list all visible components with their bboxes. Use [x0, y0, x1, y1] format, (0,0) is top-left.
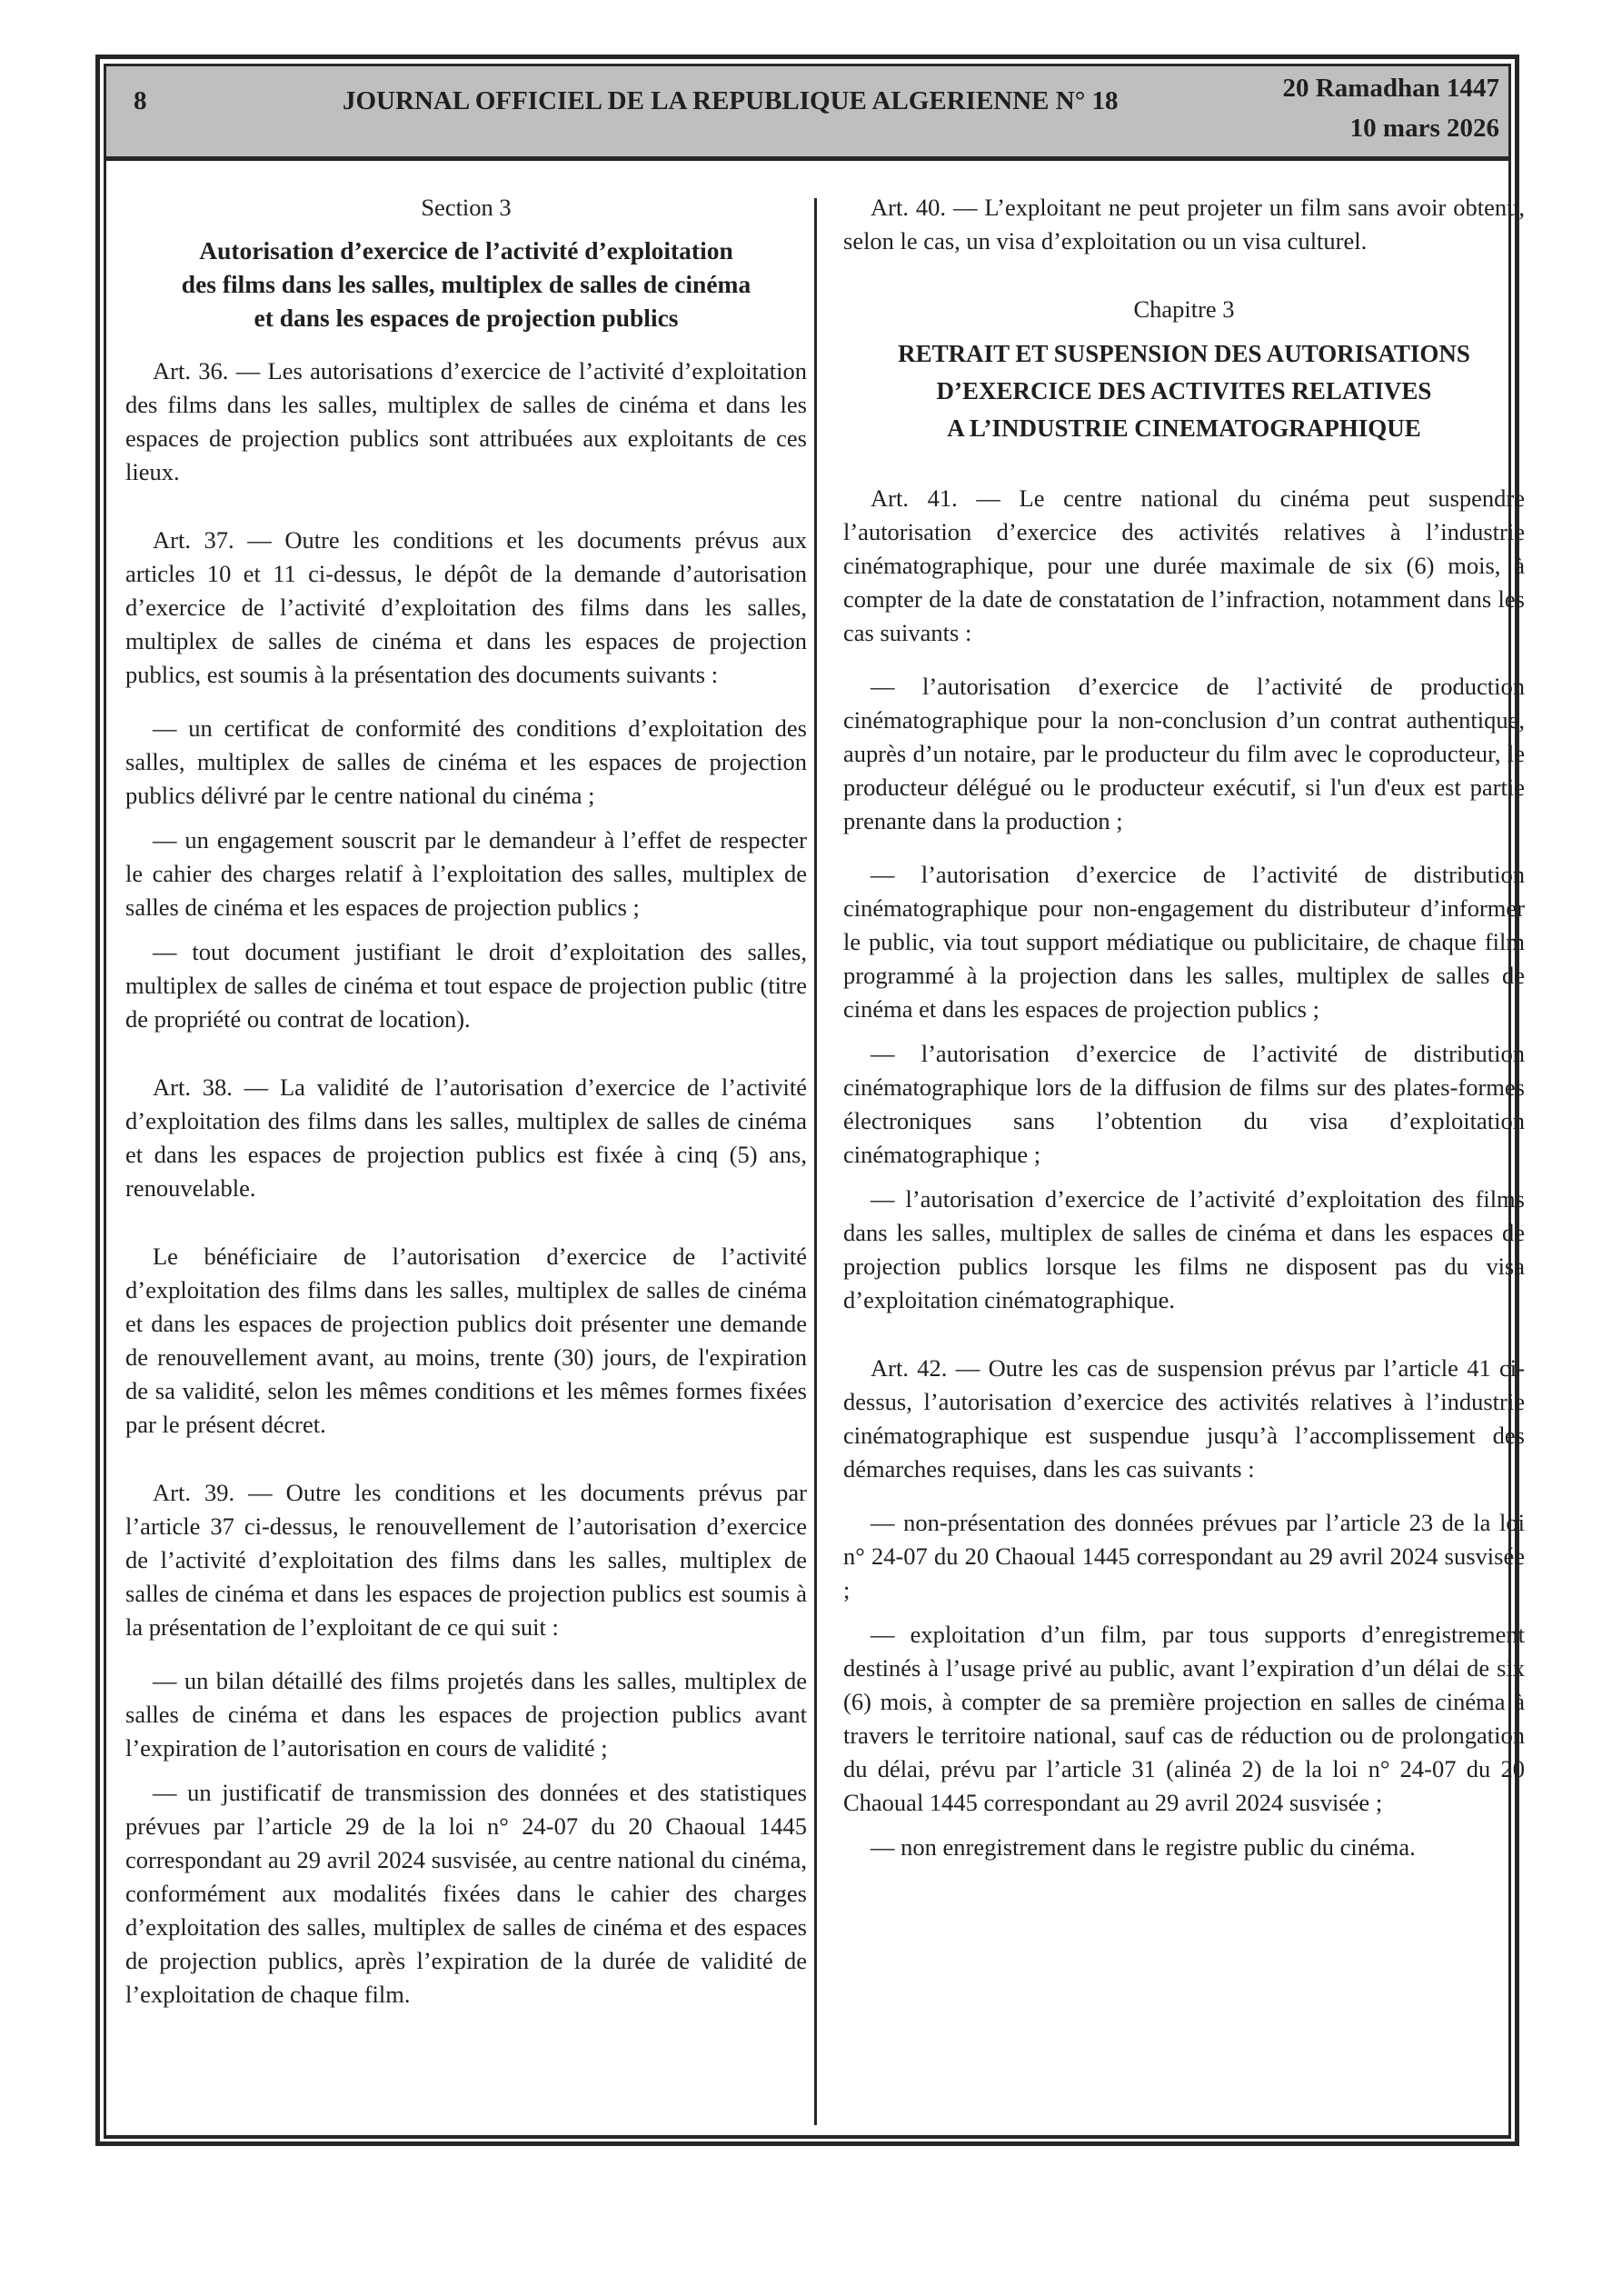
article-39-item: — un bilan détaillé des films projetés dans les salles, multiplex de salles de cinéma et dans les espaces de projection publics avant l’expiration de l’autorisation en cours de validité ; — [125, 1667, 807, 1762]
section-title — [125, 234, 807, 334]
article-41-item: — l’autorisation d’exercice de l’activité de distribution cinématographique pour non-engagement du distributeur d’informer le public, via tout support médiatique ou publicitaire, de chaque film programmé à la projection dans les salles, multiplex de salles de cinéma et dans les espaces de projection publics ; — [843, 861, 1525, 1023]
article-42: Art. 42. — Outre les cas de suspension prévus par l’article 41 ci-dessus, l’autorisation d’exercice des activités relatives à l’industrie cinématographique est suspendue jusqu’à l’accomplissement des démarches requises, dans les cas suivants : — [843, 1354, 1525, 1482]
article-41-item: — l’autorisation d’exercice de l’activité d’exploitation des films dans les salles, multiplex de salles de cinéma et dans les espaces de projection publics lorsque les films ne disposent pas du visa d’exploitation cinématographique. — [843, 1185, 1525, 1313]
article-39-item: — un justificatif de transmission des données et des statistiques prévues par l’article 29 de la loi n° 24-07 du 20 Chaoual 1445 correspondant au 29 avril 2024 susvisée, au centre national du cinéma, conformément aux modalités fixées dans le cahier des charges d’exploitation des salles, multiplex de salles de cinéma et des espaces de projection publics, après l’expiration de la durée de validité de l’exploitation de chaque film. — [125, 1779, 807, 2008]
article-37-item: — tout document justifiant le droit d’exploitation des salles, multiplex de salles de cinéma et tout espace de projection public (titre de propriété ou contrat de location). — [125, 938, 807, 1033]
article-41-item: — l’autorisation d’exercice de l’activité de production cinématographique pour la non-conclusion d’un contrat authentique, auprès d’un notaire, par le producteur du film avec le coproducteur, le producteur délégué ou le producteur exécutif, si l'un d'eux est partie prenante dans la production ; — [843, 673, 1525, 834]
date-hijri: 20 Ramadhan 1447 — [1282, 74, 1499, 103]
article-41: Art. 41. — Le centre national du cinéma peut suspendre l’autorisation d’exercice des activités relatives à l’industrie cinématographique, pour une durée maximale de six (6) mois, à compter de la date de constatation de l’infraction, notamment dans les cas suivants : — [843, 484, 1525, 646]
article-41-item: — l’autorisation d’exercice de l’activité de distribution cinématographique lors de la diffusion de films sur des plates-formes électroniques sans l’obtention du visa d’exploitation cinématographique ; — [843, 1040, 1525, 1168]
column-divider — [814, 198, 817, 2125]
page-number: 8 — [134, 86, 147, 115]
chapter-title-line: A L’INDUSTRIE CINEMATOGRAPHIQUE — [947, 414, 1421, 442]
section-title-line: des films dans les salles, multiplex de salles de cinéma — [181, 270, 751, 298]
section-label: Section 3 — [421, 194, 512, 221]
article-36: Art. 36. — Les autorisations d’exercice de l’activité d’exploitation des films dans les salles, multiplex de salles de cinéma et dans les espaces de projection publics sont attribuées aux exploitants de ces lieux. — [125, 357, 807, 485]
article-42-item: — non enregistrement dans le registre public du cinéma. — [871, 1833, 1416, 1861]
chapter-title — [843, 335, 1525, 447]
chapter-title-line: D’EXERCICE DES ACTIVITES RELATIVES — [936, 377, 1432, 404]
right-column — [843, 191, 1525, 1864]
chapter-title-line: RETRAIT ET SUSPENSION DES AUTORISATIONS — [898, 340, 1470, 367]
article-42-item: — non-présentation des données prévues par l’article 23 de la loi n° 24-07 du 20 Chaoual 1445 correspondant au 29 avril 2024 susvisée ; — [843, 1509, 1525, 1603]
issue-date — [1283, 68, 1500, 148]
left-column — [125, 191, 807, 2011]
article-40: Art. 40. — L’exploitant ne peut projeter un film sans avoir obtenu, selon le cas, un visa d’exploitation ou un visa culturel. — [843, 194, 1525, 255]
article-38: Art. 38. — La validité de l’autorisation d’exercice de l’activité d’exploitation des films dans les salles, multiplex de salles de cinéma et dans les espaces de projection publics est fixée à cinq (5) ans, renouvelable. — [125, 1073, 807, 1202]
section-title-line: Autorisation d’exercice de l’activité d’exploitation — [199, 236, 733, 265]
journal-title: JOURNAL OFFICIEL DE LA REPUBLIQUE ALGERIENNE N° 18 — [343, 86, 1119, 115]
article-37-item: — un certificat de conformité des conditions d’exploitation des salles, multiplex de salles de cinéma et les espaces de projection publics délivré par le centre national du cinéma ; — [125, 714, 807, 809]
article-37-item: — un engagement souscrit par le demandeur à l’effet de respecter le cahier des charges relatif à l’exploitation des salles, multiplex de salles de cinéma et les espaces de projection publics ; — [125, 826, 807, 921]
date-gregorian: 10 mars 2026 — [1349, 114, 1499, 143]
article-39: Art. 39. — Outre les conditions et les documents prévus par l’article 37 ci-dessus, le renouvellement de l’autorisation d’exercice de l’activité d’exploitation des films dans les salles, multiplex de salles de cinéma et dans les espaces de projection publics est soumis à la présentation de l’exploitant de ce qui suit : — [125, 1479, 807, 1641]
article-37: Art. 37. — Outre les conditions et les documents prévus aux articles 10 et 11 ci-dessus, le dépôt de la demande d’autorisation d’exercice de l’activité d’exploitation des films dans les salles, multiplex de salles de cinéma et dans les espaces de projection publics, est soumis à la présentation des documents suivants : — [125, 526, 807, 688]
article-38-paragraph-2: Le bénéficiaire de l’autorisation d’exercice de l’activité d’exploitation des films dans les salles, multiplex de salles de cinéma et dans les espaces de projection publics doit présenter une demande de renouvellement avant, au moins, trente (30) jours, de l'expiration de sa validité, selon les mêmes conditions et les mêmes formes fixées par le présent décret. — [125, 1243, 807, 1438]
journal-header — [106, 66, 1508, 161]
chapter-label: Chapitre 3 — [1133, 295, 1235, 323]
section-title-line: et dans les espaces de projection publics — [254, 304, 679, 332]
article-42-item: — exploitation d’un film, par tous supports d’enregistrement destinés à l’usage privé au public, avant l’expiration d’un délai de six (6) mois, à compter de sa première projection en salles de cinéma à travers le territoire national, sauf cas de réduction ou de prolongation du délai, prévu par l’article 31 (alinéa 2) de la loi n° 24-07 du 20 Chaoual 1445 correspondant au 29 avril 2024 susvisée ; — [843, 1621, 1525, 1816]
